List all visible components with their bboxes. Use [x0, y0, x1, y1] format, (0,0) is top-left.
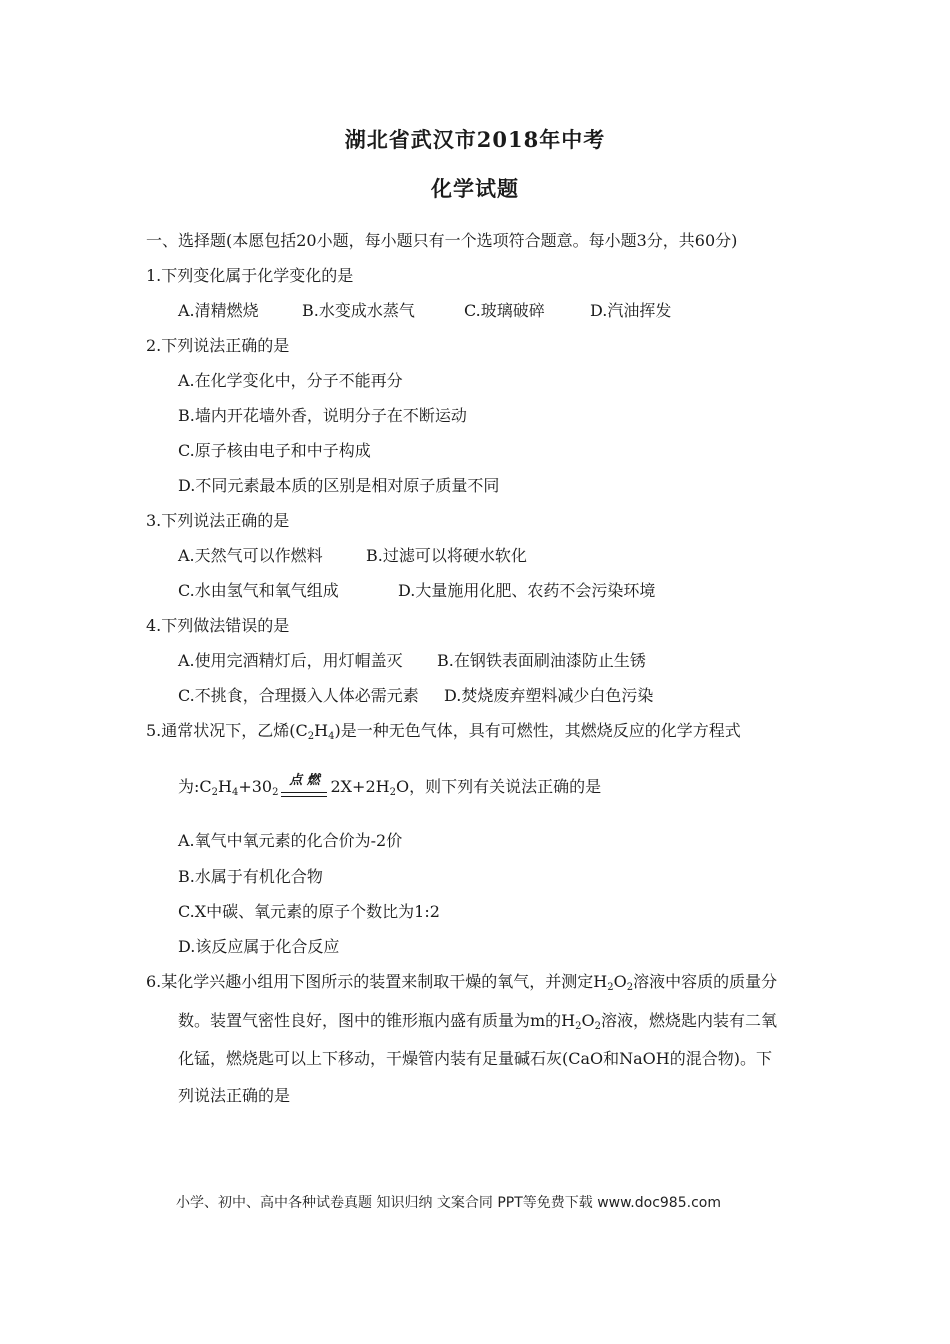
- question-6-text-e: O: [581, 1011, 595, 1030]
- question-4-option-c: C.不挑食，合理摄入人体必需元素: [178, 686, 419, 705]
- equation-prefix: 为:C: [178, 777, 212, 796]
- question-6-text-d: 数。装置气密性良好，图中的锥形瓶内盛有质量为m的H: [178, 1011, 576, 1030]
- question-4-option-d: D.焚烧废弃塑料减少白色污染: [444, 686, 654, 705]
- question-4-option-b: B.在钢铁表面刷油漆防止生锈: [437, 651, 646, 670]
- question-6-line-3: 化锰，燃烧匙可以上下移动，干燥管内装有足量碱石灰(CaO和NaOH的混合物)。下: [178, 1049, 772, 1068]
- subscript: 4: [231, 787, 239, 798]
- subscript: 2: [307, 731, 315, 742]
- question-2-option-b: B.墙内开花墙外香，说明分子在不断运动: [178, 406, 467, 425]
- question-4-option-a: A.使用完酒精灯后，用灯帽盖灭: [178, 651, 403, 670]
- question-1-stem: 1.下列变化属于化学变化的是: [146, 266, 354, 285]
- question-1-option-a: A.清精燃烧: [178, 301, 259, 320]
- question-6-text-b: O: [613, 972, 627, 991]
- question-5-stem: [146, 721, 741, 747]
- section-header: 一、选择题(本愿包括20小题，每小题只有一个选项符合题意。每小题3分，共60分): [146, 231, 738, 250]
- subscript: 4: [328, 731, 335, 742]
- question-2-option-d: D.不同元素最本质的区别是相对原子质量不同: [178, 476, 500, 495]
- question-5-option-a: A.氧气中氧元素的化合价为-2价: [178, 831, 403, 850]
- question-2-option-c: C.原子核由电子和中子构成: [178, 441, 371, 460]
- question-6-text-f: 溶液，燃烧匙内装有二氧: [601, 1011, 778, 1030]
- equation-products-b: O，则下列有关说法正确的是: [395, 777, 602, 796]
- subscript: 2: [575, 1021, 582, 1032]
- equation-plus: +30: [238, 777, 273, 796]
- question-5-equation: [178, 773, 602, 803]
- question-5-option-c: C.X中碳、氧元素的原子个数比为1:2: [178, 902, 440, 921]
- question-5-stem-text-b: H: [314, 721, 329, 740]
- question-3-option-d: D.大量施用化肥、农药不会污染环境: [398, 581, 656, 600]
- question-1-option-c: C.玻璃破碎: [464, 301, 545, 320]
- subscript: 2: [607, 982, 614, 993]
- question-4-stem: 4.下列做法错误的是: [146, 616, 290, 635]
- subscript: 2: [594, 1021, 602, 1032]
- question-3-option-a: A.天然气可以作燃料: [178, 546, 323, 565]
- question-5-option-d: D.该反应属于化合反应: [178, 937, 340, 956]
- question-6-text-a: 6.某化学兴趣小组用下图所示的装置来制取干燥的氧气，并测定H: [146, 972, 608, 991]
- question-6-line-4: 列说法正确的是: [178, 1086, 291, 1105]
- question-5-stem-text-a: 5.通常状况下，乙烯(C: [146, 721, 308, 740]
- question-6-line-1: [146, 972, 777, 998]
- question-3-stem: 3.下列说法正确的是: [146, 511, 290, 530]
- equation-h: H: [218, 777, 232, 796]
- question-3-option-b: B.过滤可以将硬水软化: [366, 546, 527, 565]
- question-2-option-a: A.在化学变化中，分子不能再分: [178, 371, 403, 390]
- page-title: 湖北省武汉市2018年中考: [344, 127, 606, 152]
- question-1-option-b: B.水变成水蒸气: [302, 301, 415, 320]
- question-6-line-2: [178, 1011, 777, 1037]
- reaction-condition: 点 燃: [289, 773, 320, 788]
- question-2-stem: 2.下列说法正确的是: [146, 336, 290, 355]
- reaction-arrow: [279, 773, 329, 803]
- question-5-option-b: B.水属于有机化合物: [178, 867, 323, 886]
- subscript: 2: [272, 787, 279, 798]
- question-3-option-c: C.水由氢气和氧气组成: [178, 581, 339, 600]
- subscript: 2: [626, 982, 634, 993]
- question-1-option-d: D.汽油挥发: [590, 301, 672, 320]
- page-subtitle: 化学试题: [431, 176, 519, 201]
- equation-products-a: 2X+2H: [330, 777, 390, 796]
- question-6-text-c: 溶液中容质的质量分: [633, 972, 778, 991]
- page-footer: 小学、初中、高中各种试卷真题 知识归纳 文案合同 PPT等免费下载 www.doc985.com: [176, 1195, 721, 1211]
- equals-bar-top: [281, 792, 327, 793]
- subscript: 2: [389, 787, 396, 798]
- equals-bar-bottom: [281, 796, 327, 797]
- subscript: 2: [211, 787, 219, 798]
- question-5-stem-text-c: )是一种无色气体，具有可燃性，其燃烧反应的化学方程式: [334, 721, 741, 740]
